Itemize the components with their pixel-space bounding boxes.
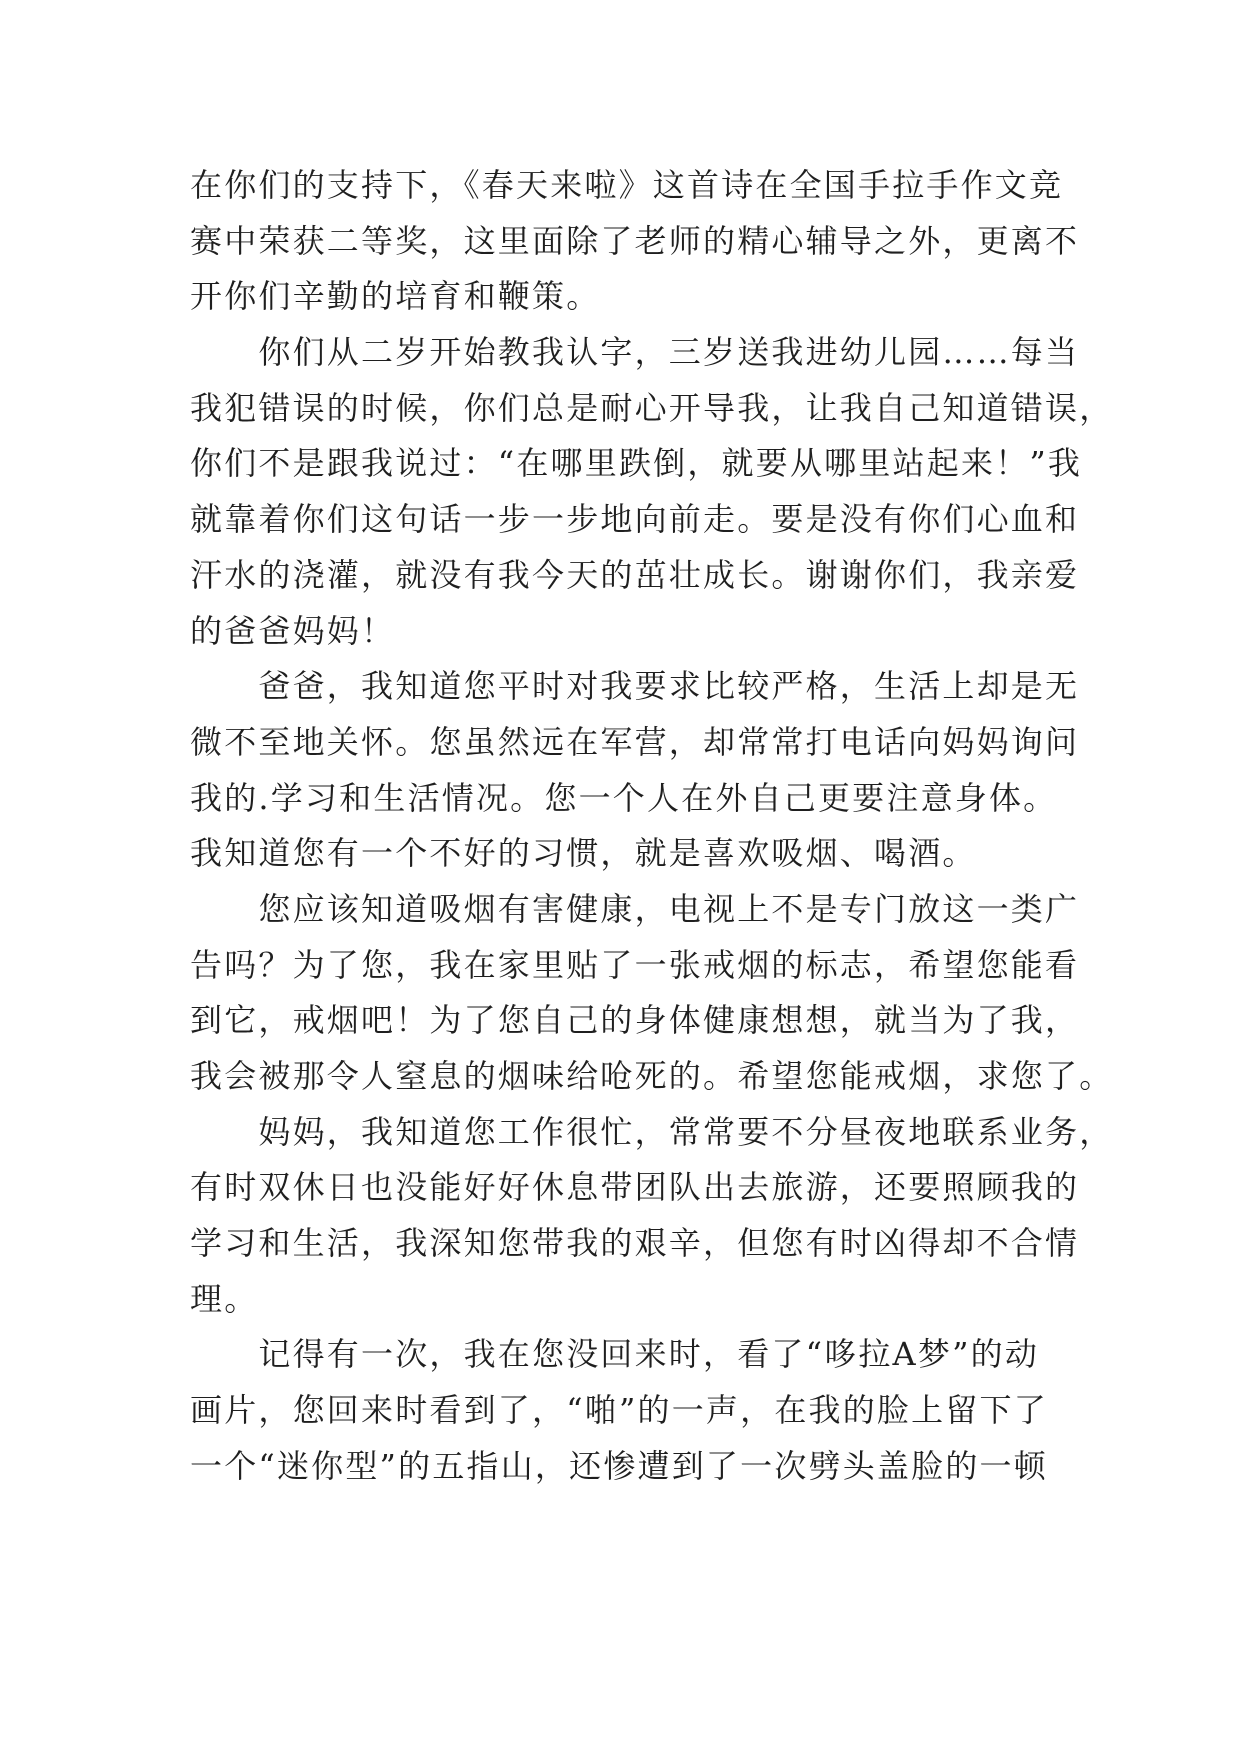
text-line: 我会被那令人窒息的烟味给呛死的。希望您能戒烟，求您了。 [190, 1057, 1114, 1095]
text-line: 开你们辛勤的培育和鞭策。 [190, 277, 601, 316]
text-line: 我的.学习和生活情况。您一个人在外自己更要注意身体。 [190, 778, 1058, 817]
body-text [190, 158, 1114, 1495]
text-line: 微不至地关怀。您虽然远在军营，却常常打电话向妈妈询问 [190, 722, 1080, 761]
text-line: 画片，您回来时看到了，“啪”的一声，在我的脸上留下了 [190, 1391, 1048, 1430]
text-line: 赛中荣获二等奖，这里面除了老师的精心辅导之外，更离不 [190, 221, 1080, 260]
text-line: 爸爸，我知道您平时对我要求比较严格，生活上却是无 [190, 667, 1080, 706]
text-line: 理。 [190, 1279, 259, 1318]
text-line: 的爸爸妈妈！ [190, 611, 396, 650]
text-line: 就靠着你们这句话一步一步地向前走。要是没有你们心血和 [190, 500, 1080, 539]
text-line: 有时双休日也没能好好休息带团队出去旅游，还要照顾我的 [190, 1168, 1080, 1207]
text-line: 在你们的支持下，《春天来啦》这首诗在全国手拉手作文竞 [190, 166, 1064, 204]
text-line: 您应该知道吸烟有害健康，电视上不是专门放这一类广 [190, 889, 1080, 928]
text-line: 告吗？为了您，我在家里贴了一张戒烟的标志，希望您能看 [190, 945, 1080, 984]
text-line: 到它，戒烟吧！为了您自己的身体健康想想，就当为了我， [190, 1001, 1080, 1040]
text-line: 我犯错误的时候，你们总是耐心开导我，让我自己知道错误， [190, 388, 1114, 427]
text-line: 妈妈，我知道您工作很忙，常常要不分昼夜地联系业务， [190, 1112, 1114, 1151]
text-line: 一个“迷你型”的五指山，还惨遭到了一次劈头盖脸的一顿 [190, 1446, 1048, 1485]
text-line: 你们从二岁开始教我认字，三岁送我进幼儿园……每当 [190, 333, 1080, 372]
text-line: 学习和生活，我深知您带我的艰辛，但您有时凶得却不合情 [190, 1224, 1080, 1263]
text-line: 我知道您有一个不好的习惯，就是喜欢吸烟、喝酒。 [190, 834, 977, 873]
text-line: 记得有一次，我在您没回来时，看了“哆拉A梦”的动 [190, 1335, 1040, 1374]
text-line: 你们不是跟我说过：“在哪里跌倒，就要从哪里站起来！”我 [190, 444, 1083, 483]
text-line: 汗水的浇灌，就没有我今天的茁壮成长。谢谢你们，我亲爱 [190, 555, 1080, 594]
